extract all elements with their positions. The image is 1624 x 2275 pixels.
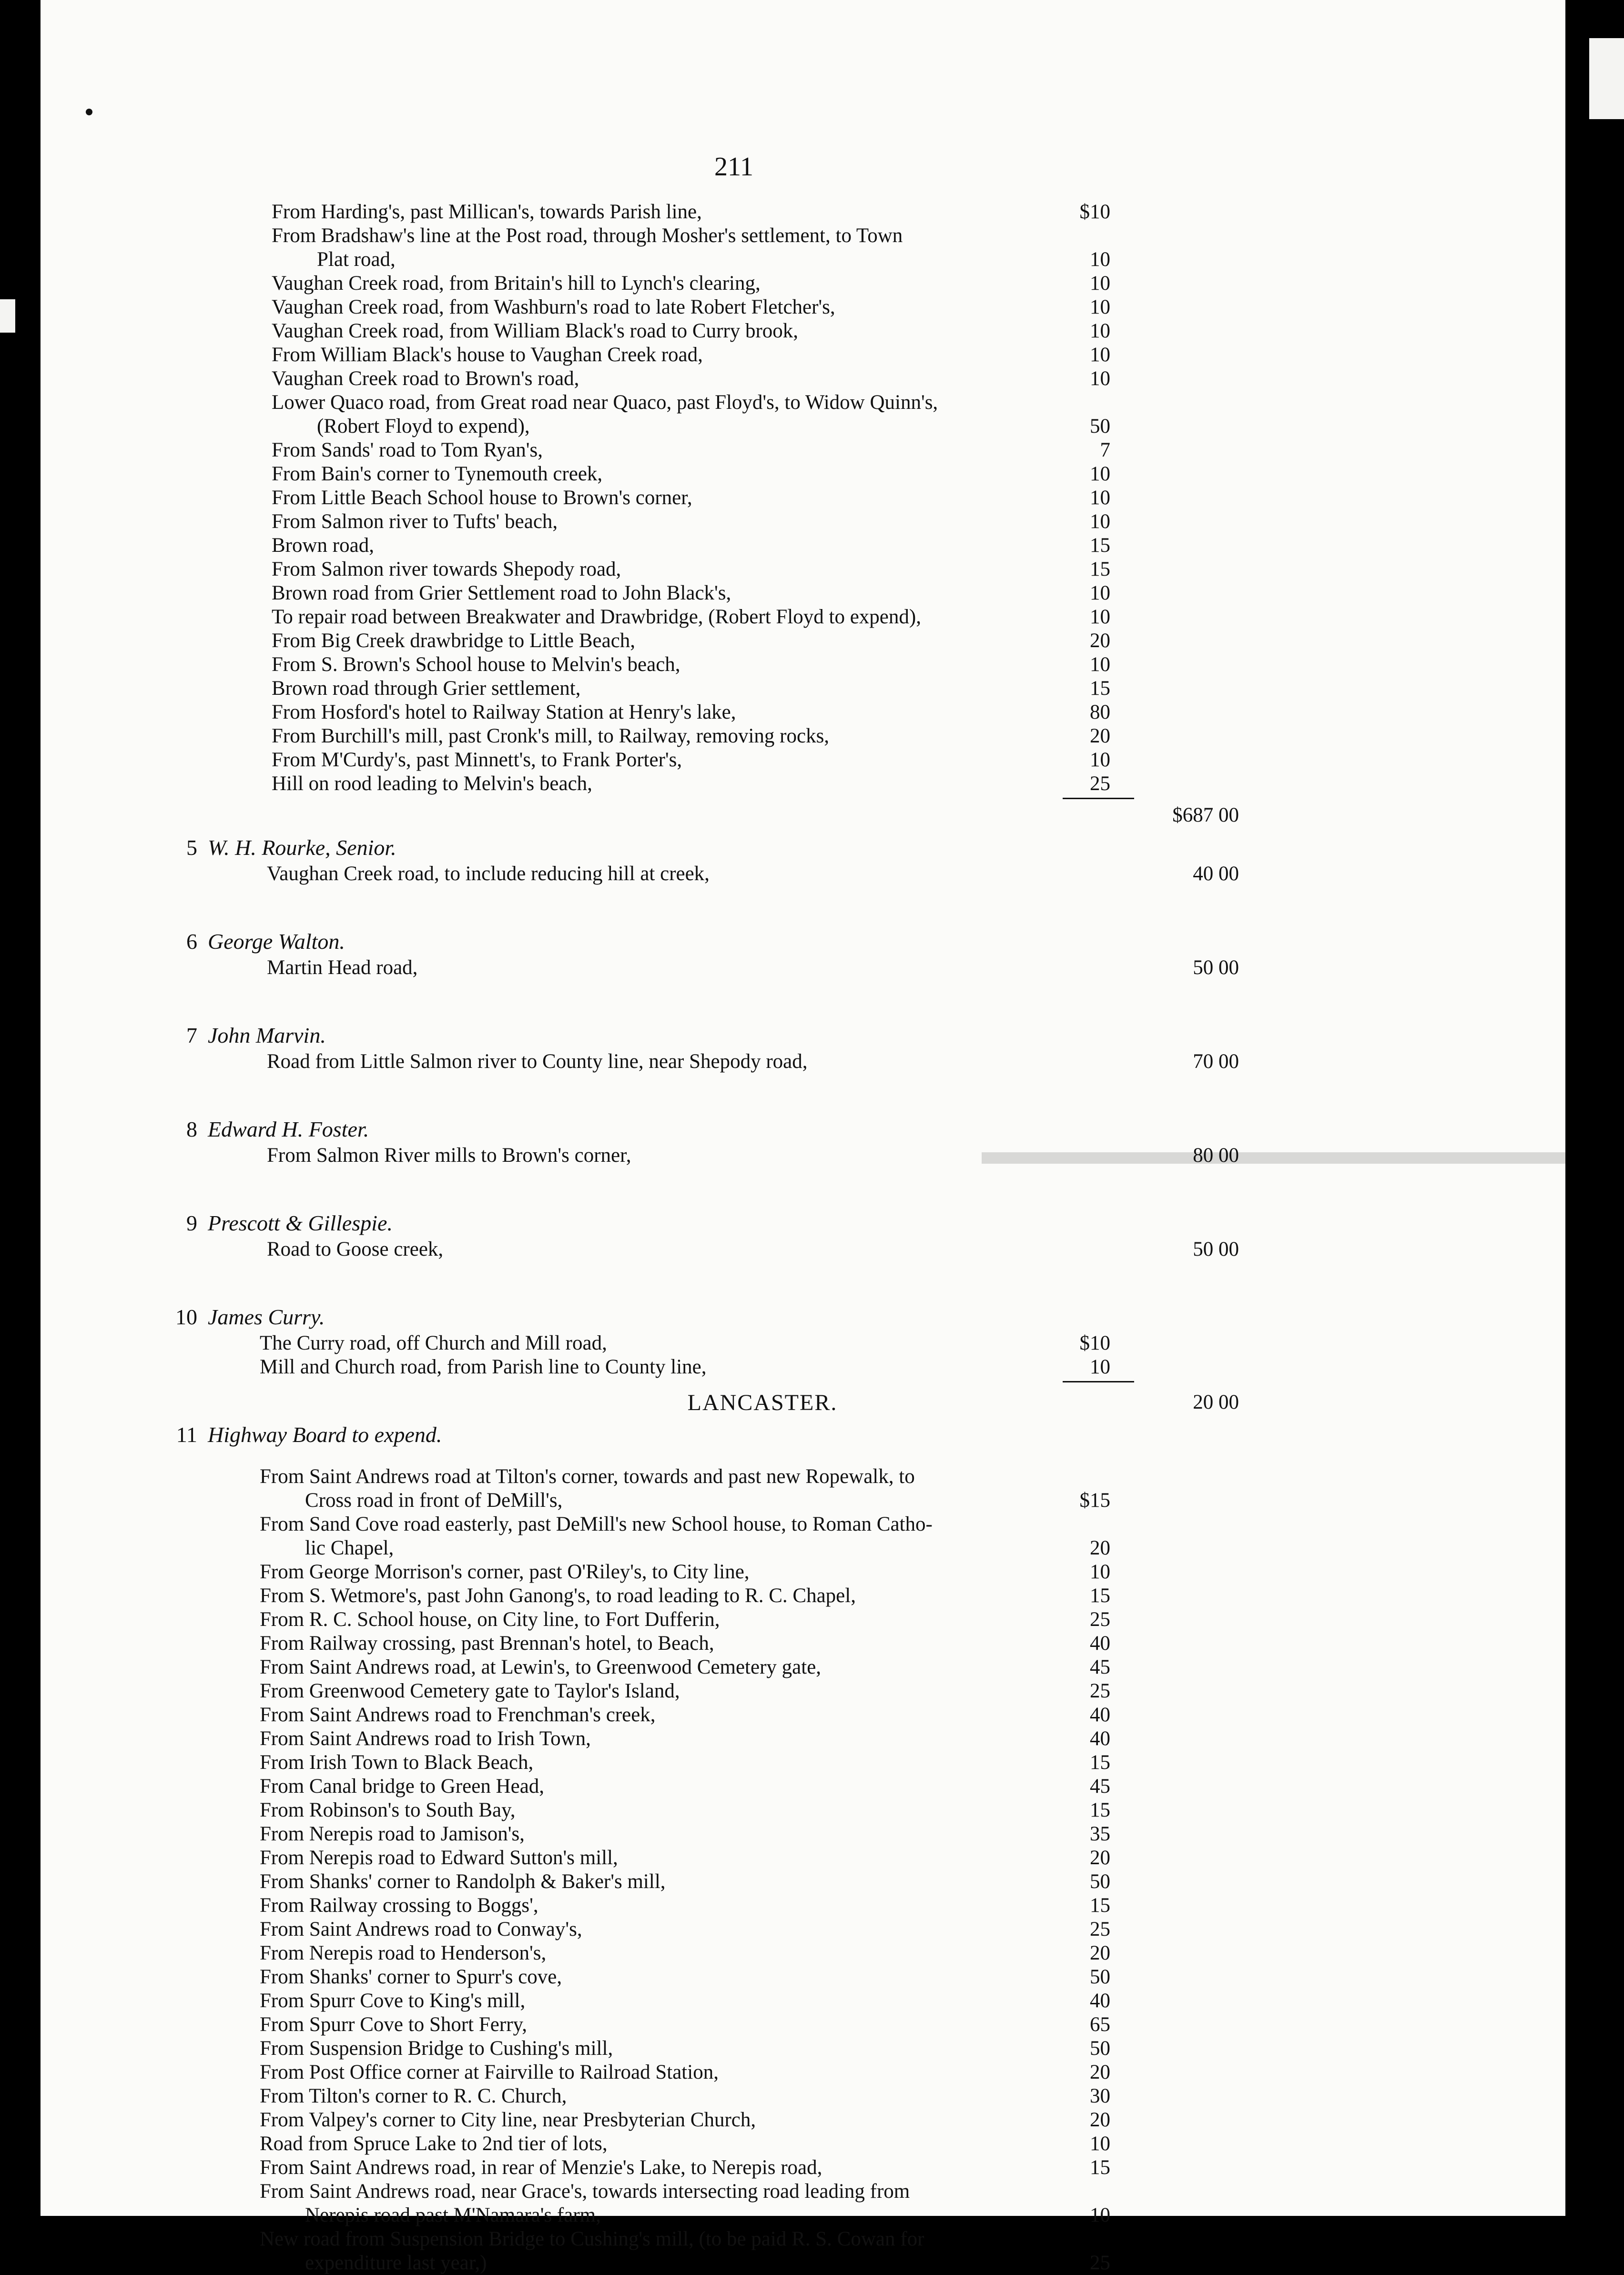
entry-contractor: James Curry. [208,1305,325,1329]
entry-contractor: Highway Board to expend. [208,1422,442,1447]
row-text: Mill and Church road, from Parish line to County line, [260,1356,707,1378]
entry-description: Road to Goose creek, [267,1238,444,1260]
row-amount: 10 [1090,272,1110,295]
row-amount: 10 [1090,344,1110,366]
row-amount: 15 [1090,558,1110,580]
row-text: From Saint Andrews road to Irish Town, [260,1727,591,1750]
row-amount: 50 [1090,1966,1110,1988]
row-text: (Robert Floyd to expend), [317,415,530,437]
row-amount: 10 [1090,248,1110,271]
row-amount: 10 [1090,463,1110,485]
row-amount: 45 [1090,1775,1110,1798]
row-amount: 25 [1090,1680,1110,1702]
row-amount: 15 [1090,534,1110,557]
row-text: From Salmon river towards Shepody road, [272,558,621,580]
row-text: Plat road, [317,248,396,271]
row-text: Lower Quaco road, from Great road near Quaco, past Floyd's, to Widow Quinn's, [272,391,938,414]
row-text: From Little Beach School house to Brown's corner, [272,487,692,509]
row-text: expenditure last year,) [305,2252,487,2274]
row-text: From Railway crossing, past Brennan's hotel, to Beach, [260,1632,714,1655]
row-amount: 80 [1090,701,1110,723]
row-text: From Shanks' corner to Spurr's cove, [260,1966,562,1988]
entry-description: Vaughan Creek road, to include reducing hill at creek, [267,863,710,885]
row-amount: 25 [1090,1918,1110,1940]
entry-number: 10 [175,1305,197,1329]
entry-total: 50 00 [1193,956,1239,979]
row-amount: 15 [1090,1751,1110,1774]
row-text: Hill on rood leading to Melvin's beach, [272,772,592,795]
row-amount: $10 [1079,1332,1110,1354]
row-amount: $15 [1079,1489,1110,1512]
entry10-total: 20 00 [1193,1391,1239,1413]
row-text: From Railway crossing to Boggs', [260,1894,538,1917]
entry-contractor: Prescott & Gillespie. [208,1211,393,1235]
row-text: Road from Spruce Lake to 2nd tier of lots, [260,2133,608,2155]
row-amount: 50 [1090,2037,1110,2060]
row-amount: 10 [1090,367,1110,390]
row-text: From William Black's house to Vaughan Creek road, [272,344,703,366]
row-amount: 10 [1090,320,1110,342]
row-text: Brown road, [272,534,374,557]
row-amount: 20 [1090,2109,1110,2131]
row-text: Brown road from Grier Settlement road to John Black's, [272,582,731,604]
edge-tab-right [1589,38,1624,119]
edge-tab-left [0,299,15,333]
entry-total: 70 00 [1193,1050,1239,1073]
row-text: To repair road between Breakwater and Drawbridge, (Robert Floyd to expend), [272,606,921,628]
entry-heading [163,1117,369,1142]
entry-heading [163,1304,325,1330]
entry-total: 50 00 [1193,1238,1239,1260]
row-amount: 40 [1090,1727,1110,1750]
row-text: From Saint Andrews road, at Lewin's, to Greenwood Cemetery gate, [260,1656,822,1678]
row-text: From Hosford's hotel to Railway Station at Henry's lake, [272,701,736,723]
section-title: LANCASTER. [687,1390,838,1415]
entry-heading [163,1023,326,1048]
row-text: From S. Brown's School house to Melvin's beach, [272,653,680,676]
row-text: Vaughan Creek road, from Britain's hill to Lynch's clearing, [272,272,761,295]
entry-number: 9 [186,1211,197,1235]
row-amount: 35 [1090,1823,1110,1845]
row-amount: 50 [1090,1870,1110,1893]
row-text: Vaughan Creek road to Brown's road, [272,367,579,390]
entry-description: From Salmon River mills to Brown's corner, [267,1144,631,1167]
row-amount: 10 [1090,2133,1110,2155]
speck [86,109,92,115]
row-amount: 65 [1090,2013,1110,2036]
row-text: From Harding's, past Millican's, towards Parish line, [272,201,702,223]
row-amount: 10 [1090,582,1110,604]
entry-description: Road from Little Salmon river to County line, near Shepody road, [267,1050,808,1073]
row-amount: 20 [1090,630,1110,652]
row-text: From Sand Cove road easterly, past DeMill's new School house, to Roman Catho- [260,1513,933,1535]
entry-number: 7 [186,1023,197,1047]
row-text: From R. C. School house, on City line, to Fort Dufferin, [260,1608,720,1631]
entry-description: Martin Head road, [267,956,418,979]
row-amount: 40 [1090,1990,1110,2012]
row-text: The Curry road, off Church and Mill road, [260,1332,607,1354]
row-amount: 15 [1090,1584,1110,1607]
row-text: From Big Creek drawbridge to Little Beach, [272,630,636,652]
row-text: From Burchill's mill, past Cronk's mill, to Railway, removing rocks, [272,725,830,747]
row-amount: 30 [1090,2085,1110,2107]
row-text: From Shanks' corner to Randolph & Baker's mill, [260,1870,666,1893]
page-number: 211 [714,152,753,182]
row-text: From Saint Andrews road, in rear of Menzie's Lake, to Nerepis road, [260,2156,822,2179]
entry-number: 8 [186,1117,197,1141]
row-amount: 10 [1090,2204,1110,2226]
row-amount: 20 [1090,725,1110,747]
row-text: Nerepis road past M'Namara's farm, [305,2204,601,2226]
row-amount: 20 [1090,1942,1110,1964]
row-amount: 15 [1090,2156,1110,2179]
row-text: From Nerepis road to Jamison's, [260,1823,525,1845]
row-amount: 10 [1090,653,1110,676]
row-text: lic Chapel, [305,1537,394,1559]
row-amount: 45 [1090,1656,1110,1678]
entry-heading [163,929,345,955]
row-text: From Spurr Cove to Short Ferry, [260,2013,527,2036]
row-text: From Suspension Bridge to Cushing's mill, [260,2037,613,2060]
row-text: From Nerepis road to Edward Sutton's mill, [260,1847,618,1869]
row-text: From Salmon river to Tufts' beach, [272,510,558,533]
row-amount: 10 [1090,487,1110,509]
row-amount: 10 [1090,1356,1110,1378]
row-amount: 25 [1090,2252,1110,2274]
row-text: From M'Curdy's, past Minnett's, to Frank Porter's, [272,749,682,771]
row-amount: $10 [1079,201,1110,223]
entry-number: 5 [186,835,197,860]
row-text: From Bain's corner to Tynemouth creek, [272,463,603,485]
row-amount: 10 [1090,1561,1110,1583]
row-text: From Tilton's corner to R. C. Church, [260,2085,567,2107]
row-amount: 15 [1090,677,1110,700]
row-amount: 10 [1090,606,1110,628]
row-text: From Saint Andrews road to Frenchman's creek, [260,1704,656,1726]
row-text: From Valpey's corner to City line, near Presbyterian Church, [260,2109,756,2131]
row-amount: 40 [1090,1632,1110,1655]
row-amount: 10 [1090,749,1110,771]
row-amount: 25 [1090,1608,1110,1631]
row-text: From Saint Andrews road to Conway's, [260,1918,582,1940]
entry-total: 40 00 [1193,863,1239,885]
row-amount: 20 [1090,1537,1110,1559]
row-text: Brown road through Grier settlement, [272,677,581,700]
block1-total: $687 00 [1172,804,1239,826]
row-amount: 20 [1090,1847,1110,1869]
entry-contractor: W. H. Rourke, Senior. [208,835,396,860]
row-text: From Saint Andrews road at Tilton's corner, towards and past new Ropewalk, to [260,1465,915,1488]
row-amount: 25 [1090,772,1110,795]
row-amount: 15 [1090,1799,1110,1821]
subtotal-rule [1063,798,1134,799]
entry-contractor: John Marvin. [208,1023,326,1047]
row-text: From Post Office corner at Fairville to Railroad Station, [260,2061,719,2083]
row-text: From Irish Town to Black Beach, [260,1751,534,1774]
subtotal-rule [1063,1381,1134,1382]
row-text: Vaughan Creek road, from William Black's road to Curry brook, [272,320,799,342]
row-text: From Spurr Cove to King's mill, [260,1990,526,2012]
row-amount: 15 [1090,1894,1110,1917]
row-text: From S. Wetmore's, past John Ganong's, to road leading to R. C. Chapel, [260,1584,856,1607]
row-text: Cross road in front of DeMill's, [305,1489,563,1512]
row-text: From Sands' road to Tom Ryan's, [272,439,543,461]
row-amount: 10 [1090,510,1110,533]
row-text: From Bradshaw's line at the Post road, through Mosher's settlement, to Town [272,224,903,247]
row-amount: 7 [1100,439,1110,461]
row-text: From Robinson's to South Bay, [260,1799,516,1821]
entry-contractor: Edward H. Foster. [208,1117,369,1141]
entry-number: 11 [176,1422,197,1447]
row-amount: 50 [1090,415,1110,437]
row-text: From George Morrison's corner, past O'Riley's, to City line, [260,1561,750,1583]
row-text: Vaughan Creek road, from Washburn's road to late Robert Fletcher's, [272,296,835,318]
row-text: New road from Suspension Bridge to Cushing's mill, (to be paid R. S. Cowan for [260,2228,924,2250]
row-text: From Canal bridge to Green Head, [260,1775,545,1798]
row-amount: 20 [1090,2061,1110,2083]
entry-heading [163,1210,393,1236]
row-text: From Nerepis road to Henderson's, [260,1942,547,1964]
page-fold [982,1152,1565,1164]
entry-heading [163,1422,442,1448]
entry-number: 6 [186,929,197,954]
row-text: From Saint Andrews road, near Grace's, towards intersecting road leading from [260,2180,910,2203]
row-amount: 10 [1090,296,1110,318]
entry-heading [163,835,396,861]
entry-contractor: George Walton. [208,929,345,954]
row-amount: 40 [1090,1704,1110,1726]
entry-total: 80 00 [1193,1144,1239,1167]
row-text: From Greenwood Cemetery gate to Taylor's Island, [260,1680,680,1702]
